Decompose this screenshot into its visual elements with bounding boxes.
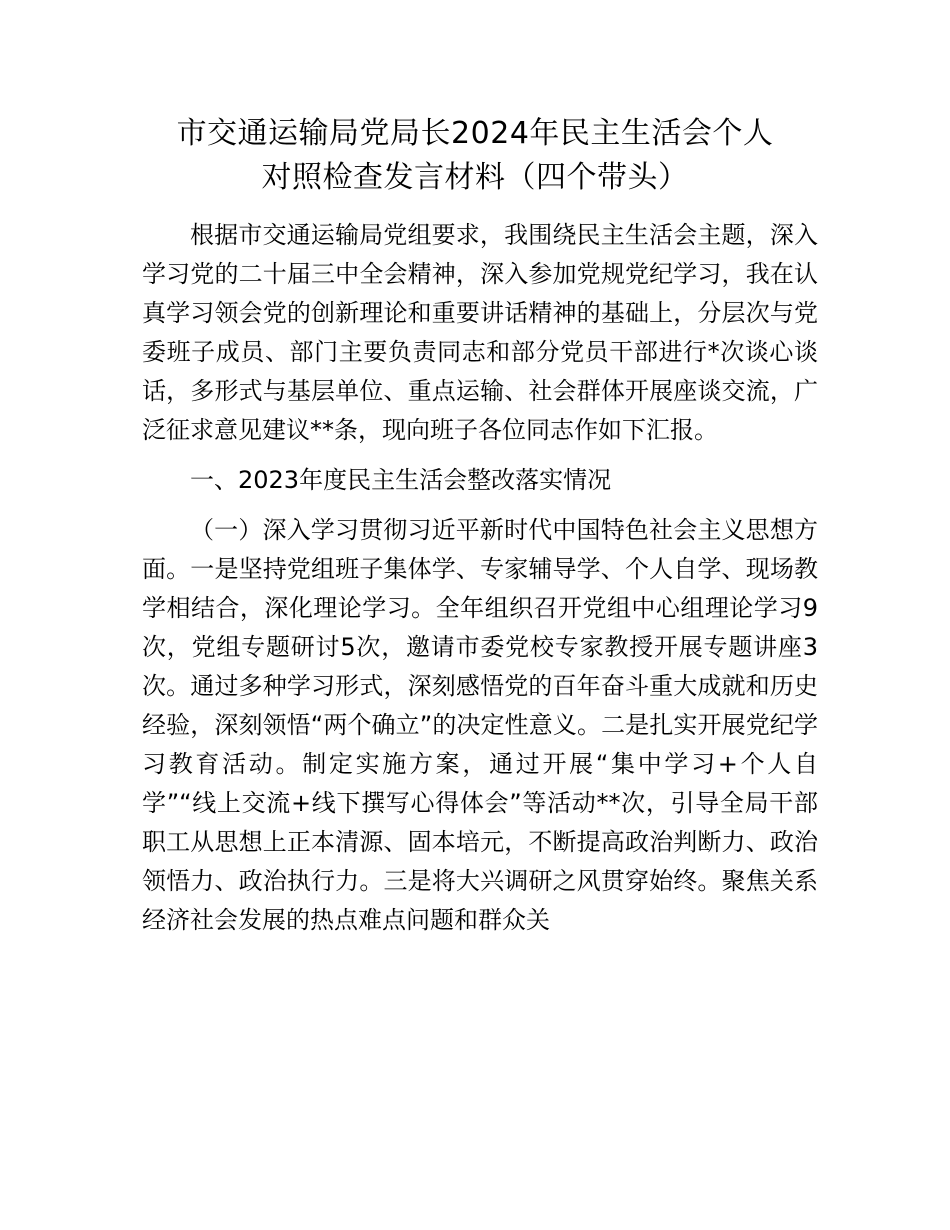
intro-paragraph: 根据市交通运输局党组要求，我围绕民主生活会主题，深入学习党的二十届三中全会精神，深入参加党规党纪学习，我在认真学习领会党的创新理论和重要讲话精神的基础上，分层次与党委班子成员、部门主要负责同志和部分党员干部进行*次谈心谈话，多形式与基层单位、重点运输、社会群体开展座谈交流，广泛征求意见建议**条，现向班子各位同志作如下汇报。	[142, 221, 818, 444]
document-title-line-1: 市交通运输局党局长2024年民主生活会个人	[176, 116, 774, 151]
document-title-line-2: 对照检查发言材料（四个带头）	[261, 160, 689, 195]
section-heading: 一、2023年度民主生活会整改落实情况	[190, 466, 612, 494]
section-paragraph: （一）深入学习贯彻习近平新时代中国特色社会主义思想方面。一是坚持党组班子集体学、专家辅导学、个人自学、现场教学相结合，深化理论学习。全年组织召开党组中心组理论学习9次，党组专题研讨5次，邀请市委党校专家教授开展专题讲座3次。通过多种学习形式，深刻感悟党的百年奋斗重大成就和历史经验，深刻领悟“两个确立”的决定性意义。二是扎实开展党纪学习教育活动。制定实施方案，通过开展“集中学习+个人自学”“线上交流+线下撰写心得体会”等活动**次，引导全局干部职工从思想上正本清源、固本培元，不断提高政治判断力、政治领悟力、政治执行力。三是将大兴调研之风贯穿始终。聚焦关系经济社会发展的热点难点问题和群众关	[142, 516, 818, 934]
document-body	[142, 216, 818, 940]
